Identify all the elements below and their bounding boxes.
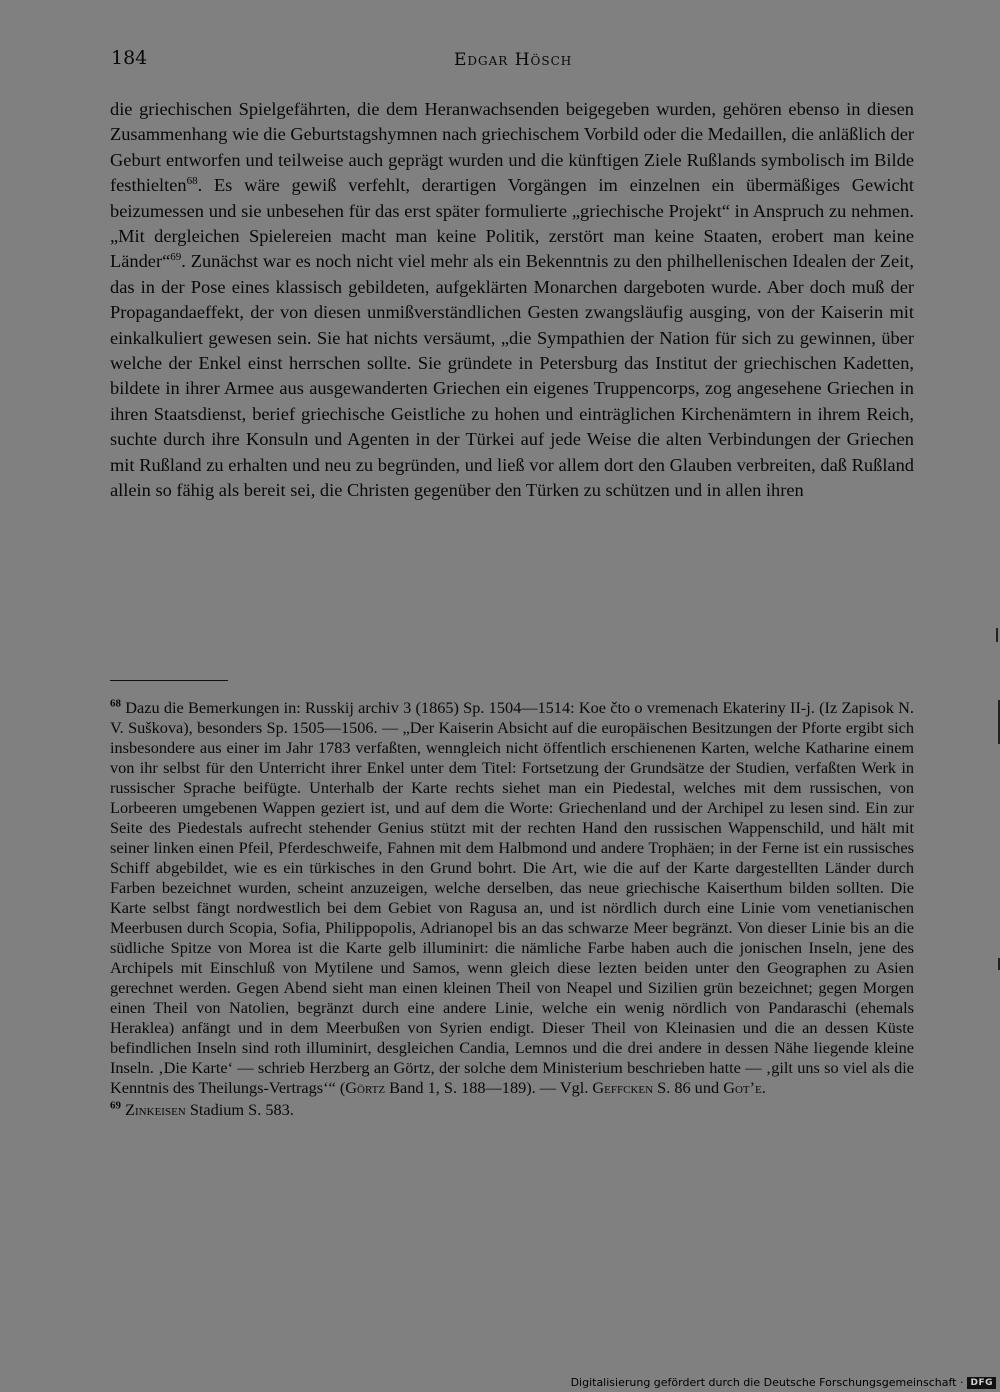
footnote-68: [110, 698, 914, 1098]
dfg-logo: DFG: [967, 1377, 996, 1389]
footnote-mark: 68: [110, 697, 121, 710]
footnote-text: Stadium S. 583.: [185, 1100, 294, 1119]
author-name: Geffcken: [592, 1078, 654, 1097]
author-name: Zinkeisen: [125, 1100, 186, 1119]
body-text-part: die griechischen Spielgefährten, die dem Heranwachsenden beigegeben wurden, gehören ebenso in diesen Zusammenhang wie die Geburtstagshymnen nach griechischem Vorbild oder die Medaillen, die anläßlich der Geburt entworfen und teilweise auch geprägt wurden und die künftigen Ziele Rußlands symbolisch im Bilde festhielten: [110, 99, 914, 196]
body-paragraph: [110, 97, 914, 504]
author-name: Görtz: [345, 1078, 386, 1097]
footer-banner: [571, 1376, 996, 1389]
footnote-ref-69[interactable]: 69: [170, 251, 182, 264]
footnotes: [110, 698, 914, 1120]
body-text-part: . Es wäre gewiß verfehlt, derartigen Vorgängen im einzelnen ein übermäßiges Gewicht beizumessen und sie unbesehen für das erst später formulierte „griechische Projekt“ in Anspruch zu nehmen. „Mit dergleichen Spielereien macht man keine Politik, zerstört man keine Staaten, erobert man keine Länder“: [110, 175, 914, 272]
footnote-mark: 69: [110, 1099, 121, 1112]
footnote-text: Dazu die Bemerkungen in: Russkij archiv 3 (1865) Sp. 1504—1514: Koe čto o vremenach Ekateriny II-j. (Iz Zapisok N. V. Suškova), besonders Sp. 1505—1506. — „Der Kaiserin Absicht auf die europäischen Besitzungen der Pforte ergibt sich insbesondere aus einer im Jahr 1783 verfaßten, wenngleich nicht öffentlich erschienenen Karten, welche Katharine einem von ihr selbst für den Unterricht ihrer Enkel unter dem Titel: Fortsetzung der Grundsätze der Studien, verfaßten Werk in russischer Sprache beifügte. Unterhalb der Karte rechts siehet man ein Piedestal, welches mit dem russischen, von Lorbeeren umgebenen Wappen geziert ist, und auf dem die Worte: Griechenland und der Archipel zu lesen sind. Ein zur Seite des Piedestals aufrecht stehender Genius stützt mit der rechten Hand den russischen Wappenschild, und hält mit seiner linken einen Pfeil, Pferdeschweife, Fahnen mit dem Halbmond und andere Trophäen; in der Ferne ist ein russisches Schiff abgebildet, wie es ein türkisches in den Grund bohrt. Die Art, wie die auf der Karte dargestellten Länder durch Farben bezeichnet wurden, scheint anzuzeigen, welche derselben, das neue griechische Kaiserthum bilden sollten. Die Karte selbst fängt nordwestlich bei dem Gebiet von Ragusa an, und ist nördlich durch eine Linie vom venetianischen Meerbusen durch Scopia, Sofia, Philippopolis, Adrianopel bis an das schwarze Meer begränzt. Von dieser Linie bis an die südliche Spitze von Morea ist die Karte gelb illuminirt: die nämliche Farbe haben auch die jonischen Inseln, jene des Archipels mit Einschluß von Mytilene und Samos, wenn gleich diese lezten beiden unter den Geographen zu Asien gerechnet werden. Gegen Abend sieht man einen kleinen Theil von Neapel und Sizilien grün bezeichnet; gegen Morgen einen Theil von Natolien, begränzt durch eine andere Linie, welche ein wenig nördlich von Pandaraschi (ehemals Heraklea) anfängt und in dem Meerbußen von Syrien endigt. Dieser Theil von Kleinasien und die an dessen Küste befindlichen Inseln sind roth illuminirt, desgleichen Candia, Lemnos und die drei andere in dessen Nähe liegende kleine Inseln. ‚Die Karte‘ — schrieb Herzberg an Görtz, der solche dem Ministerium beschrieben hatte — ‚gilt uns so viel als die Kenntnis des Theilungs-Vertrags‘“ (: [110, 698, 914, 1097]
body-text-part: . Zunächst war es noch nicht viel mehr als ein Bekenntnis zu den philhellenischen Idealen der Zeit, das in der Pose eines klassisch gebildeten, aufgeklärten Monarchen dargeboten wurde. Aber doch muß der Propagandaeffekt, der von diesen unmißverständlichen Gesten zwangsläufig ausging, von der Kaiserin mit einkalkuliert gewesen sein. Sie hat nichts versäumt, „die Sympathien der Nation für sich zu gewinnen, über welche der Enkel einst herrschen sollte. Sie gründete in Petersburg das Institut der griechischen Kadetten, bildete in ihrer Armee aus ausgewanderten Griechen ein eigenes Truppencorps, zog angesehene Griechen in ihren Staatsdienst, berief griechische Geistliche zu hohen und einträglichen Kirchenämtern in ihrem Reich, suchte durch ihre Konsuln und Agenten in der Türkei auf jede Weise die alten Verbindungen der Griechen mit Rußland zu erhalten und neu zu begründen, und ließ vor allem dort den Glauben verbreiten, daß Rußland allein so fähig als bereit sei, die Christen gegenüber den Türken zu schützen und in allen ihren: [110, 251, 914, 501]
running-head: Edgar Hösch: [454, 50, 573, 70]
footnote-rule: [110, 680, 228, 681]
page-number: 184: [111, 47, 148, 69]
footnote-text: S. 86 und: [653, 1078, 724, 1097]
author-name: Got’e: [723, 1078, 762, 1097]
footer-banner-text: Digitalisierung gefördert durch die Deutsche Forschungsgemeinschaft ·: [570, 1376, 964, 1389]
footnote-69: [110, 1100, 914, 1120]
footnote-text: Band 1, S. 188—189). — Vgl.: [385, 1078, 593, 1097]
margin-mark: [996, 628, 998, 642]
footnote-text: .: [761, 1078, 766, 1097]
footnote-ref-68[interactable]: 68: [186, 175, 198, 188]
